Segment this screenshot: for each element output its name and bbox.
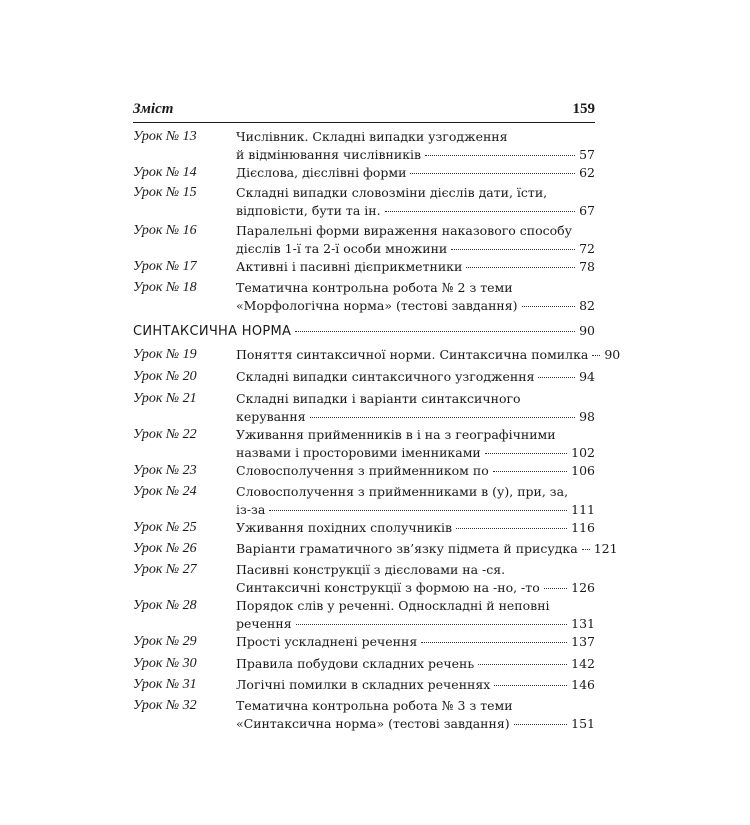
dot-leader [494, 684, 567, 686]
lesson-number: Урок № 28 [133, 598, 197, 613]
entry-title-line: Словосполучення з прийменником по [236, 463, 489, 478]
entry-title-line: із-за [236, 502, 266, 517]
entry-title-line: Складні випадки синтаксичного узгодження [236, 369, 535, 384]
entry-title-line: Варіанти граматичного зв’язку підмета й присудка [236, 541, 578, 556]
entry-page: 82 [579, 298, 595, 313]
dot-leader [582, 548, 590, 550]
entry-page: 116 [571, 520, 595, 535]
entry-title-line: Словосполучення з прийменниками в (у), при, за, [236, 484, 569, 499]
entry-title-line: Поняття синтаксичної норми. Синтаксична помилка [236, 347, 589, 362]
entry-page: 137 [571, 634, 595, 649]
entry-page: 151 [571, 716, 595, 731]
entry-title-line: Складні випадки і варіанти синтаксичного [236, 391, 521, 406]
entry-page: 131 [571, 616, 595, 631]
entry-page: 146 [571, 677, 595, 692]
dot-leader [493, 470, 567, 472]
entry-title-line: Дієслова, дієслівні форми [236, 165, 407, 180]
dot-leader [269, 509, 567, 511]
entry-page: 98 [579, 409, 595, 424]
lesson-number: Урок № 14 [133, 165, 197, 180]
entry-title-line: Правила побудови складних речень [236, 656, 475, 671]
header-page-number: 159 [572, 101, 595, 117]
lesson-number: Урок № 21 [133, 391, 197, 406]
entry-title-line: назвами і просторовими іменниками [236, 445, 481, 460]
dot-leader [421, 641, 567, 643]
entry-title-line: речення [236, 616, 292, 631]
entry-title-line: «Синтаксична норма» (тестові завдання) [236, 716, 510, 731]
dot-leader [410, 172, 575, 174]
entry-title-line: Прості ускладнені речення [236, 634, 418, 649]
lesson-number: Урок № 18 [133, 280, 197, 295]
entry-title-line: Логічні помилки в складних реченнях [236, 677, 491, 692]
header-title: Зміст [133, 101, 174, 117]
entry-page: 67 [579, 203, 595, 218]
dot-leader [385, 210, 576, 212]
lesson-number: Урок № 27 [133, 562, 197, 577]
dot-leader [310, 416, 575, 418]
dot-leader [466, 266, 575, 268]
entry-title-line: Синтаксичні конструкції з формою на -но, -то [236, 580, 540, 595]
entry-page: 94 [579, 369, 595, 384]
lesson-number: Урок № 23 [133, 463, 197, 478]
entry-title-line: й відмінювання числівників [236, 147, 422, 162]
entry-title-line: «Морфологічна норма» (тестові завдання) [236, 298, 518, 313]
dot-leader [592, 354, 600, 356]
entry-page: 106 [571, 463, 595, 478]
entry-title-line: Уживання прийменників в і на з географічними [236, 427, 556, 442]
entry-title-line: Порядок слів у реченні. Односкладні й неповні [236, 598, 550, 613]
entry-title-line: дієслів 1-ї та 2-ї особи множини [236, 241, 448, 256]
entry-title-line: Тематична контрольна робота № 2 з теми [236, 280, 513, 295]
entry-page: 78 [579, 259, 595, 274]
lesson-number: Урок № 26 [133, 541, 197, 556]
entry-page: 57 [579, 147, 595, 162]
entry-page: 90 [604, 347, 621, 362]
section-heading [133, 322, 595, 340]
dot-leader [425, 154, 575, 156]
entry-title-line: Складні випадки словозміни дієслів дати, їсти, [236, 185, 548, 200]
lesson-number: Урок № 19 [133, 347, 197, 362]
entry-title-line: Уживання похідних сполучників [236, 520, 453, 535]
lesson-number: Урок № 30 [133, 656, 197, 671]
entry-title-line: Тематична контрольна робота № 3 з теми [236, 698, 513, 713]
dot-leader [456, 527, 567, 529]
entry-page: 72 [579, 241, 595, 256]
lesson-number: Урок № 24 [133, 484, 197, 499]
lesson-number: Урок № 31 [133, 677, 197, 692]
lesson-number: Урок № 25 [133, 520, 197, 535]
entry-title-line: керування [236, 409, 306, 424]
dot-leader [522, 305, 576, 307]
lesson-number: Урок № 17 [133, 259, 197, 274]
dot-leader [544, 587, 567, 589]
dot-leader [295, 330, 575, 332]
lesson-number: Урок № 13 [133, 129, 197, 144]
dot-leader [478, 663, 567, 665]
running-header [133, 98, 595, 123]
lesson-number: Урок № 32 [133, 698, 197, 713]
entry-page: 111 [571, 502, 595, 517]
entry-title-line: відповісти, бути та ін. [236, 203, 381, 218]
dot-leader [485, 452, 567, 454]
entry-page: 121 [593, 541, 618, 556]
entry-page: 102 [571, 445, 595, 460]
dot-leader [538, 376, 575, 378]
lesson-number: Урок № 22 [133, 427, 197, 442]
entry-title-line: Пасивні конструкції з дієсловами на -ся. [236, 562, 506, 577]
entry-title-line: Паралельні форми вираження наказового способу [236, 223, 573, 238]
dot-leader [451, 248, 575, 250]
lesson-number: Урок № 15 [133, 185, 197, 200]
entry-title-line: Активні і пасивні дієприкметники [236, 259, 463, 274]
entry-page: 62 [579, 165, 595, 180]
entry-title-line: Числівник. Складні випадки узгодження [236, 129, 508, 144]
entry-page: 142 [571, 656, 595, 671]
dot-leader [296, 623, 568, 625]
entry-page: 126 [571, 580, 595, 595]
lesson-number: Урок № 20 [133, 369, 197, 384]
lesson-number: Урок № 16 [133, 223, 197, 238]
dot-leader [514, 723, 568, 725]
section-page: 90 [579, 323, 595, 338]
lesson-number: Урок № 29 [133, 634, 197, 649]
section-title: СИНТАКСИЧНА НОРМА [133, 324, 292, 339]
